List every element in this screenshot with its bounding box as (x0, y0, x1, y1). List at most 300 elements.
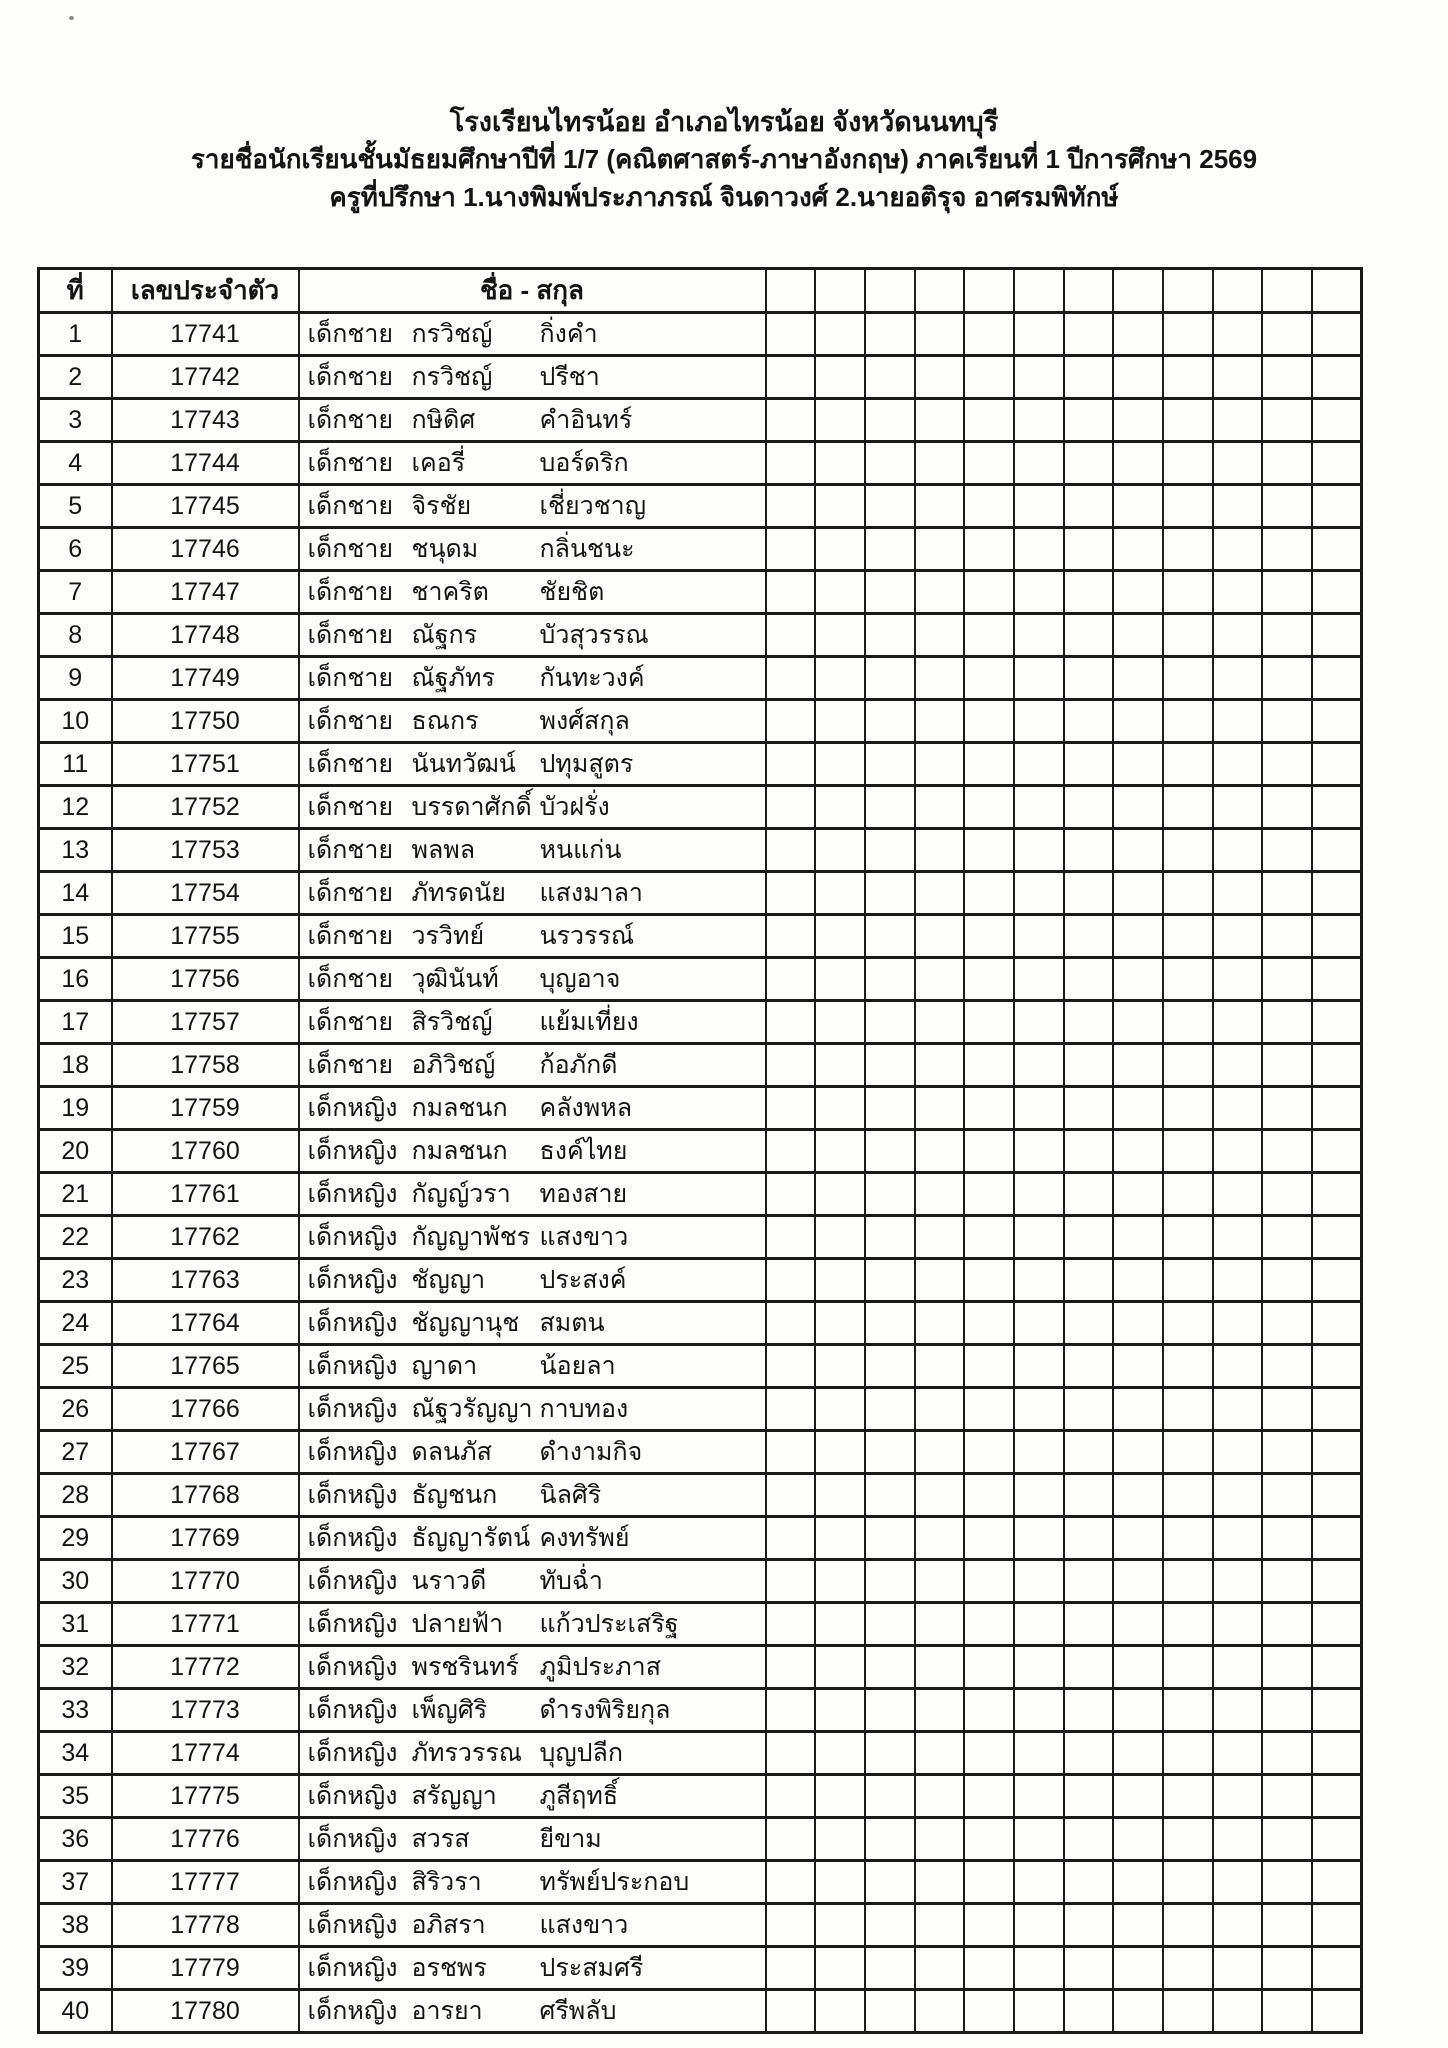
empty-mark-cell (1213, 1904, 1263, 1947)
empty-mark-cell (1113, 1560, 1163, 1603)
student-id-cell: 17755 (112, 915, 299, 958)
empty-mark-cell (1064, 1216, 1114, 1259)
empty-mark-cell (915, 786, 965, 829)
empty-mark-cell (1262, 442, 1312, 485)
empty-mark-cell (964, 1087, 1014, 1130)
empty-mark-cell (1163, 1689, 1213, 1732)
empty-mark-cell (1014, 1732, 1064, 1775)
empty-mark-cell (1064, 872, 1114, 915)
empty-mark-cell (1213, 700, 1263, 743)
empty-mark-cell (815, 700, 865, 743)
empty-mark-cell (766, 872, 816, 915)
empty-mark-cell (1064, 571, 1114, 614)
empty-mark-cell (1213, 1345, 1263, 1388)
student-first-name: กรวิชญ์ (411, 320, 493, 348)
student-last-name: บัวฝรั่ง (539, 793, 610, 821)
student-title: เด็กหญิง (307, 1610, 398, 1638)
empty-mark-cell (1014, 829, 1064, 872)
row-number-cell: 14 (39, 872, 112, 915)
empty-mark-cell (964, 399, 1014, 442)
empty-mark-cell (1213, 1388, 1263, 1431)
empty-mark-cell (766, 571, 816, 614)
empty-mark-cell (1064, 1388, 1114, 1431)
empty-column-header (1262, 269, 1312, 313)
student-id-cell: 17768 (112, 1474, 299, 1517)
empty-mark-cell (1163, 399, 1213, 442)
student-roster-table (37, 267, 1363, 2034)
empty-mark-cell (865, 614, 915, 657)
student-first-name: ณัฐกร (411, 621, 478, 649)
row-number-cell: 36 (39, 1818, 112, 1861)
row-number-cell: 27 (39, 1431, 112, 1474)
empty-mark-cell (1312, 1431, 1362, 1474)
empty-mark-cell (1312, 1130, 1362, 1173)
empty-mark-cell (915, 528, 965, 571)
empty-mark-cell (815, 1130, 865, 1173)
empty-mark-cell (865, 786, 915, 829)
empty-mark-cell (1262, 356, 1312, 399)
empty-mark-cell (1113, 1474, 1163, 1517)
empty-mark-cell (1113, 786, 1163, 829)
student-last-name: สมตน (539, 1309, 605, 1337)
student-id-cell: 17746 (112, 528, 299, 571)
student-title: เด็กหญิง (307, 1567, 398, 1595)
student-row (39, 1345, 1362, 1388)
empty-mark-cell (915, 485, 965, 528)
empty-column-header (964, 269, 1014, 313)
empty-mark-cell (865, 872, 915, 915)
empty-mark-cell (1312, 1388, 1362, 1431)
empty-mark-cell (1064, 1087, 1114, 1130)
empty-mark-cell (766, 700, 816, 743)
empty-mark-cell (1163, 614, 1213, 657)
student-row (39, 1388, 1362, 1431)
student-last-name: ประสงค์ (539, 1266, 627, 1294)
empty-mark-cell (865, 1044, 915, 1087)
student-title: เด็กหญิง (307, 1137, 398, 1165)
empty-mark-cell (815, 657, 865, 700)
student-first-name: กษิดิศ (411, 406, 476, 434)
empty-mark-cell (1113, 700, 1163, 743)
empty-mark-cell (1213, 1087, 1263, 1130)
empty-mark-cell (1113, 829, 1163, 872)
student-row (39, 872, 1362, 915)
empty-mark-cell (964, 1388, 1014, 1431)
empty-mark-cell (1064, 1904, 1114, 1947)
row-number-cell: 37 (39, 1861, 112, 1904)
student-row (39, 356, 1362, 399)
student-name-cell (299, 1646, 766, 1689)
empty-mark-cell (1312, 1216, 1362, 1259)
empty-mark-cell (1064, 1001, 1114, 1044)
student-name-cell (299, 1689, 766, 1732)
student-name-cell (299, 915, 766, 958)
row-number-cell: 3 (39, 399, 112, 442)
empty-mark-cell (815, 872, 865, 915)
empty-column-header (1213, 269, 1263, 313)
empty-mark-cell (766, 1474, 816, 1517)
empty-mark-cell (964, 872, 1014, 915)
empty-mark-cell (1113, 1001, 1163, 1044)
empty-mark-cell (1163, 1087, 1213, 1130)
student-name-cell (299, 1388, 766, 1431)
empty-mark-cell (1014, 528, 1064, 571)
empty-mark-cell (1014, 1173, 1064, 1216)
student-title: เด็กหญิง (307, 1954, 398, 1982)
empty-mark-cell (1113, 571, 1163, 614)
student-title: เด็กหญิง (307, 1782, 398, 1810)
student-last-name: น้อยลา (539, 1352, 616, 1380)
empty-mark-cell (915, 1302, 965, 1345)
student-row (39, 1689, 1362, 1732)
empty-mark-cell (865, 1087, 915, 1130)
empty-mark-cell (865, 829, 915, 872)
empty-mark-cell (1312, 485, 1362, 528)
empty-mark-cell (1014, 1646, 1064, 1689)
student-id-cell: 17743 (112, 399, 299, 442)
student-last-name: ทรัพย์ประกอบ (539, 1868, 690, 1896)
empty-mark-cell (1262, 829, 1312, 872)
student-row (39, 1173, 1362, 1216)
empty-column-header (1113, 269, 1163, 313)
empty-mark-cell (865, 1130, 915, 1173)
student-row (39, 399, 1362, 442)
empty-mark-cell (915, 1560, 965, 1603)
student-title: เด็กหญิง (307, 1223, 398, 1251)
student-row (39, 1904, 1362, 1947)
empty-mark-cell (1113, 1431, 1163, 1474)
empty-column-header (1163, 269, 1213, 313)
empty-mark-cell (865, 356, 915, 399)
student-last-name: กลิ่นชนะ (539, 535, 635, 563)
empty-mark-cell (815, 399, 865, 442)
student-id-cell: 17760 (112, 1130, 299, 1173)
empty-mark-cell (964, 1345, 1014, 1388)
row-number-cell: 15 (39, 915, 112, 958)
empty-mark-cell (1014, 872, 1064, 915)
student-id-cell: 17757 (112, 1001, 299, 1044)
empty-mark-cell (964, 786, 1014, 829)
empty-mark-cell (1064, 614, 1114, 657)
empty-mark-cell (766, 313, 816, 356)
empty-mark-cell (815, 1216, 865, 1259)
student-name-cell (299, 1818, 766, 1861)
empty-mark-cell (964, 1216, 1014, 1259)
student-title: เด็กชาย (307, 320, 394, 348)
empty-mark-cell (964, 1732, 1014, 1775)
student-id-cell: 17771 (112, 1603, 299, 1646)
student-id-cell: 17773 (112, 1689, 299, 1732)
empty-mark-cell (815, 1474, 865, 1517)
student-last-name: แย้มเที่ยง (539, 1008, 639, 1036)
empty-mark-cell (766, 1216, 816, 1259)
empty-column-header (1312, 269, 1362, 313)
empty-mark-cell (865, 958, 915, 1001)
empty-mark-cell (1064, 1302, 1114, 1345)
empty-mark-cell (865, 1001, 915, 1044)
empty-mark-cell (1113, 1947, 1163, 1990)
empty-mark-cell (915, 1474, 965, 1517)
empty-mark-cell (1064, 657, 1114, 700)
student-last-name: ภูมิประภาส (539, 1653, 661, 1681)
row-number-cell: 32 (39, 1646, 112, 1689)
student-row (39, 313, 1362, 356)
row-number-cell: 30 (39, 1560, 112, 1603)
empty-mark-cell (766, 528, 816, 571)
empty-mark-cell (815, 1646, 865, 1689)
row-number-cell: 33 (39, 1689, 112, 1732)
student-first-name: กมลชนก (411, 1137, 508, 1165)
student-title: เด็กหญิง (307, 1395, 398, 1423)
empty-mark-cell (766, 657, 816, 700)
student-last-name: ประสมศรี (539, 1954, 644, 1982)
empty-mark-cell (1262, 485, 1312, 528)
student-last-name: แสงขาว (539, 1223, 629, 1251)
empty-mark-cell (1262, 1173, 1312, 1216)
empty-mark-cell (1014, 442, 1064, 485)
empty-mark-cell (1262, 1345, 1312, 1388)
empty-mark-cell (1064, 1990, 1114, 2033)
empty-mark-cell (1262, 399, 1312, 442)
empty-mark-cell (1014, 1689, 1064, 1732)
empty-mark-cell (1064, 958, 1114, 1001)
empty-mark-cell (1262, 1560, 1312, 1603)
student-title: เด็กหญิง (307, 1696, 398, 1724)
student-id-cell: 17764 (112, 1302, 299, 1345)
empty-mark-cell (1312, 1517, 1362, 1560)
empty-mark-cell (1113, 1345, 1163, 1388)
student-first-name: ณัฐวรัญญา (411, 1395, 533, 1423)
empty-mark-cell (865, 1216, 915, 1259)
empty-mark-cell (1014, 313, 1064, 356)
empty-mark-cell (1262, 700, 1312, 743)
empty-mark-cell (865, 1259, 915, 1302)
empty-mark-cell (1163, 1302, 1213, 1345)
student-id-cell: 17762 (112, 1216, 299, 1259)
empty-mark-cell (1262, 571, 1312, 614)
student-name-cell (299, 442, 766, 485)
row-number-cell: 1 (39, 313, 112, 356)
empty-mark-cell (815, 1302, 865, 1345)
empty-mark-cell (1262, 614, 1312, 657)
empty-mark-cell (815, 442, 865, 485)
student-id-cell: 17758 (112, 1044, 299, 1087)
empty-mark-cell (1312, 356, 1362, 399)
empty-mark-cell (964, 1560, 1014, 1603)
empty-mark-cell (865, 1861, 915, 1904)
roster-body (39, 313, 1362, 2033)
empty-mark-cell (766, 743, 816, 786)
empty-mark-cell (815, 1388, 865, 1431)
empty-mark-cell (1213, 1216, 1263, 1259)
student-title: เด็กชาย (307, 363, 394, 391)
empty-column-header (915, 269, 965, 313)
empty-mark-cell (915, 1388, 965, 1431)
empty-mark-cell (1163, 1603, 1213, 1646)
student-first-name: กัญญาพัชร (411, 1223, 531, 1251)
student-last-name: พงศ์สกุล (539, 707, 630, 735)
empty-mark-cell (1064, 356, 1114, 399)
empty-mark-cell (915, 1861, 965, 1904)
empty-mark-cell (1262, 1130, 1312, 1173)
empty-mark-cell (1163, 1517, 1213, 1560)
student-title: เด็กชาย (307, 406, 394, 434)
empty-mark-cell (766, 485, 816, 528)
empty-mark-cell (915, 1990, 965, 2033)
empty-mark-cell (1213, 1646, 1263, 1689)
student-title: เด็กหญิง (307, 1438, 398, 1466)
student-first-name: สวรส (411, 1825, 470, 1853)
empty-mark-cell (1262, 1689, 1312, 1732)
empty-mark-cell (766, 1732, 816, 1775)
student-title: เด็กหญิง (307, 1825, 398, 1853)
empty-mark-cell (815, 915, 865, 958)
empty-mark-cell (766, 1603, 816, 1646)
student-name-cell (299, 1990, 766, 2033)
student-name-cell (299, 1947, 766, 1990)
student-last-name: นรวรรณ์ (539, 922, 635, 950)
empty-mark-cell (815, 1689, 865, 1732)
empty-mark-cell (1014, 1087, 1064, 1130)
student-title: เด็กชาย (307, 879, 394, 907)
student-row (39, 958, 1362, 1001)
student-title: เด็กชาย (307, 965, 394, 993)
empty-mark-cell (865, 1603, 915, 1646)
empty-mark-cell (1163, 915, 1213, 958)
row-number-cell: 20 (39, 1130, 112, 1173)
student-first-name: ธัญญารัตน์ (411, 1524, 531, 1552)
student-id-cell: 17779 (112, 1947, 299, 1990)
empty-mark-cell (1163, 1044, 1213, 1087)
empty-mark-cell (865, 1732, 915, 1775)
empty-mark-cell (865, 528, 915, 571)
empty-mark-cell (1163, 1001, 1213, 1044)
row-number-cell: 28 (39, 1474, 112, 1517)
student-first-name: ชาคริต (411, 578, 489, 606)
empty-mark-cell (964, 1474, 1014, 1517)
empty-mark-cell (1163, 829, 1213, 872)
empty-mark-cell (1213, 356, 1263, 399)
empty-mark-cell (1262, 1646, 1312, 1689)
student-name-cell (299, 1173, 766, 1216)
empty-mark-cell (1312, 743, 1362, 786)
student-first-name: สิริวรา (411, 1868, 482, 1896)
student-last-name: ปทุมสูตร (539, 750, 634, 778)
empty-mark-cell (1163, 1216, 1213, 1259)
empty-column-header (1014, 269, 1064, 313)
row-number-cell: 19 (39, 1087, 112, 1130)
empty-mark-cell (1064, 1775, 1114, 1818)
empty-mark-cell (1163, 786, 1213, 829)
empty-mark-cell (964, 1775, 1014, 1818)
empty-mark-cell (1163, 442, 1213, 485)
empty-mark-cell (1113, 872, 1163, 915)
empty-mark-cell (964, 442, 1014, 485)
empty-mark-cell (1262, 915, 1312, 958)
empty-mark-cell (1014, 1130, 1064, 1173)
student-last-name: เชี่ยวชาญ (539, 492, 647, 520)
student-last-name: คงทรัพย์ (539, 1524, 630, 1552)
student-id-cell: 17748 (112, 614, 299, 657)
empty-mark-cell (1213, 958, 1263, 1001)
empty-mark-cell (1014, 1861, 1064, 1904)
student-first-name: วรวิทย์ (411, 922, 485, 950)
column-header-student-id: เลขประจำตัว (112, 269, 299, 313)
student-id-cell: 17776 (112, 1818, 299, 1861)
empty-mark-cell (1312, 1087, 1362, 1130)
empty-mark-cell (1262, 1904, 1312, 1947)
empty-mark-cell (1312, 1259, 1362, 1302)
empty-mark-cell (815, 829, 865, 872)
empty-mark-cell (1213, 313, 1263, 356)
empty-mark-cell (766, 356, 816, 399)
student-last-name: นิลศิริ (539, 1481, 602, 1509)
empty-mark-cell (1262, 958, 1312, 1001)
empty-mark-cell (1213, 872, 1263, 915)
row-number-cell: 21 (39, 1173, 112, 1216)
student-id-cell: 17749 (112, 657, 299, 700)
row-number-cell: 34 (39, 1732, 112, 1775)
student-title: เด็กหญิง (307, 1180, 398, 1208)
empty-mark-cell (1064, 1560, 1114, 1603)
student-last-name: ปรีชา (539, 363, 600, 391)
row-number-cell: 10 (39, 700, 112, 743)
student-first-name: ชนุดม (411, 535, 479, 563)
empty-mark-cell (1163, 313, 1213, 356)
student-first-name: อภิวิชญ์ (411, 1051, 496, 1079)
empty-mark-cell (1213, 1689, 1263, 1732)
empty-mark-cell (1312, 1474, 1362, 1517)
empty-mark-cell (1312, 1904, 1362, 1947)
student-last-name: กาบทอง (539, 1395, 629, 1423)
empty-mark-cell (915, 1001, 965, 1044)
empty-mark-cell (1064, 442, 1114, 485)
student-first-name: วุฒินันท์ (411, 965, 499, 993)
empty-mark-cell (865, 1689, 915, 1732)
student-first-name: กรวิชญ์ (411, 363, 493, 391)
empty-mark-cell (1113, 1646, 1163, 1689)
empty-mark-cell (1014, 915, 1064, 958)
empty-mark-cell (1014, 1044, 1064, 1087)
student-row (39, 1001, 1362, 1044)
empty-mark-cell (865, 1646, 915, 1689)
empty-mark-cell (1113, 1904, 1163, 1947)
empty-mark-cell (766, 614, 816, 657)
student-name-cell (299, 1087, 766, 1130)
empty-mark-cell (815, 571, 865, 614)
row-number-cell: 9 (39, 657, 112, 700)
empty-mark-cell (766, 1001, 816, 1044)
student-row (39, 1775, 1362, 1818)
empty-mark-cell (1262, 1732, 1312, 1775)
empty-mark-cell (915, 1173, 965, 1216)
student-title: เด็กชาย (307, 750, 394, 778)
empty-mark-cell (766, 786, 816, 829)
empty-mark-cell (1113, 1388, 1163, 1431)
empty-mark-cell (1113, 399, 1163, 442)
empty-mark-cell (1014, 1302, 1064, 1345)
empty-mark-cell (915, 700, 965, 743)
student-first-name: สรัญญา (411, 1782, 497, 1810)
student-first-name: ญาดา (411, 1352, 478, 1380)
empty-mark-cell (915, 356, 965, 399)
student-name-cell (299, 1732, 766, 1775)
empty-mark-cell (1262, 313, 1312, 356)
student-first-name: อรชพร (411, 1954, 487, 1982)
empty-mark-cell (915, 1775, 965, 1818)
empty-mark-cell (1064, 1689, 1114, 1732)
empty-mark-cell (1213, 1560, 1263, 1603)
